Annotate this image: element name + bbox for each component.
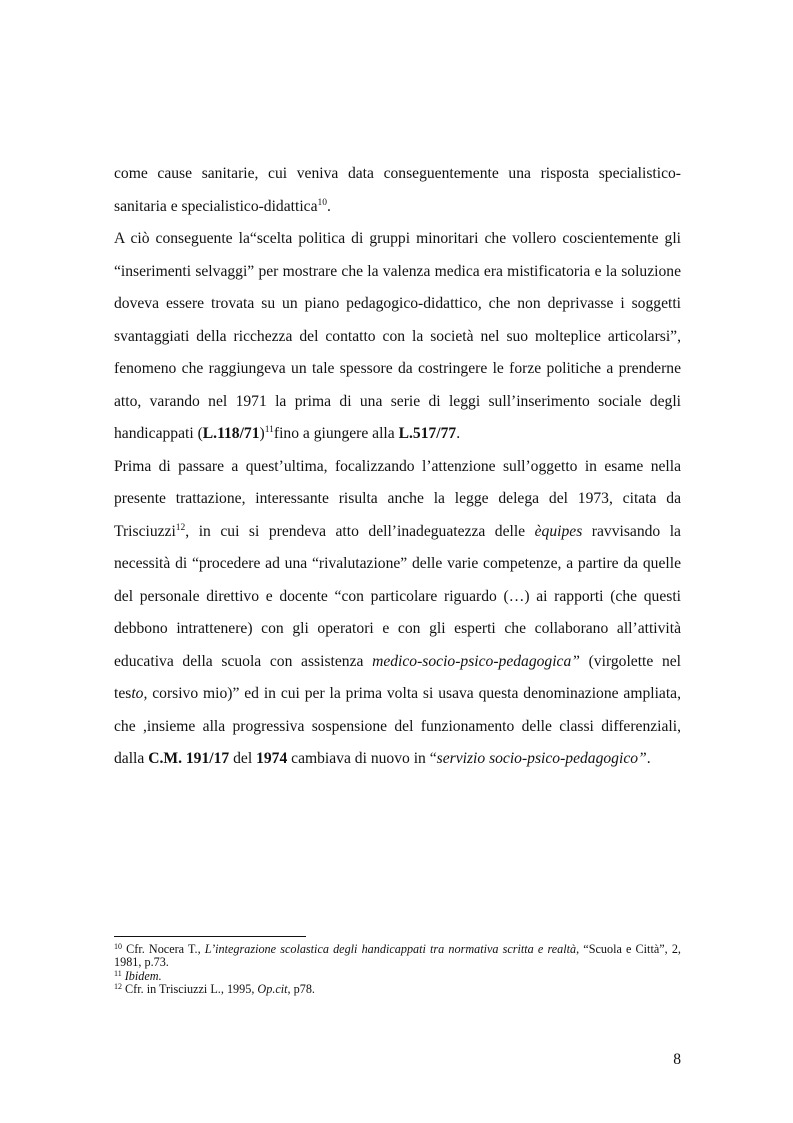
footnote <box>114 983 681 996</box>
text-run: . <box>646 750 651 767</box>
paragraph <box>114 158 681 223</box>
text-run: A ciò conseguente la“scelta politica di gruppi minoritari che vollero coscientemente gli “inserimenti selvaggi” per mostrare che la valenza medica era mistificatoria e la soluzione doveva essere trovata su un piano pedagogico-didattico, che non deprivasse i soggetti svantaggiati della ricchezza del contatto con la società nel suo molteplice articolarsi”, fenomeno che raggiungeva un tale spessore da costringere le forze politiche a prenderne atto, varando nel 1971 la prima di una serie di leggi sull’inserimento sociale degli handicappati ( <box>114 230 681 442</box>
law-reference: L.517/77 <box>398 425 457 442</box>
footnote-title: Ibidem. <box>124 968 162 983</box>
footnote-ref[interactable]: 12 <box>175 522 186 533</box>
footnote <box>114 943 681 970</box>
footnote-text: Cfr. in Trisciuzzi L., 1995, <box>122 982 258 997</box>
footnote-text: , “Scuola e Città”, 2, 1981, p.73. <box>114 942 681 970</box>
footnote-number: 12 <box>114 982 122 992</box>
footnote-text: , p78. <box>287 982 315 997</box>
text-run: . <box>456 425 461 442</box>
text-run: fino a giungere alla <box>273 425 399 442</box>
footnote-text: Cfr. Nocera T., <box>122 942 205 956</box>
body-text <box>114 158 681 776</box>
law-reference: L.118/71 <box>202 425 260 442</box>
paragraph <box>114 223 681 451</box>
text-run: , in cui si prendeva atto dell’inadeguatezza delle <box>185 522 535 540</box>
footnote-number: 11 <box>114 968 122 978</box>
text-run: del <box>229 750 257 767</box>
footnote-ref[interactable]: 10 <box>317 197 327 208</box>
text-run: ravvisando la necessità di “procedere ad una “rivalutazione” delle varie competenze, a partire da quelle del personale direttivo e docente “con particolare riguardo (…) ai rapporti (che questi debbono intrattenere) con gli operatori e con gli esperti che collaborano all’attività educativa della scuola con assistenza <box>114 522 681 670</box>
text-run: cambiava di nuovo in “ <box>287 750 437 767</box>
footnote-title: Op.cit <box>257 982 288 997</box>
footnotes <box>114 943 681 997</box>
footnote <box>114 970 681 983</box>
footnote-title: L’integrazione scolastica degli handicappati tra normativa scritta e realtà <box>204 942 577 956</box>
italic-term: to, <box>131 685 148 702</box>
footnote-number: 10 <box>114 942 122 951</box>
text-run: corsivo mio)” ed in cui per la prima volta si usava questa denominazione ampliata, che ,insieme alla progressiva sospensione del funzionamento delle classi differenziali, dalla <box>114 685 681 767</box>
italic-term: èquipes <box>534 522 583 540</box>
text-run: Prima di passare a quest’ultima, focalizzando l’attenzione sull’oggetto in esame nella presente trattazione, interessante risulta anche la legge delega del 1973, citata da Trisciuzzi <box>114 457 681 540</box>
footnote-ref[interactable]: 11 <box>264 425 274 435</box>
italic-term: servizio socio-psico-pedagogico” <box>436 750 647 767</box>
text-run: come cause sanitarie, cui veniva data conseguentemente una risposta specialistico-sanitaria e specialistico-didattica <box>114 165 681 215</box>
text-run: ) <box>259 425 265 442</box>
italic-term: medico-socio-psico-pedagogica” <box>372 652 580 670</box>
law-reference: C.M. 191/17 <box>148 750 230 767</box>
page-number: 8 <box>673 1051 681 1068</box>
paragraph <box>114 451 681 776</box>
text-run: (virgolette nel tes <box>114 652 681 702</box>
year-reference: 1974 <box>256 750 288 767</box>
text-run: . <box>327 197 331 215</box>
footnote-separator <box>114 936 306 937</box>
